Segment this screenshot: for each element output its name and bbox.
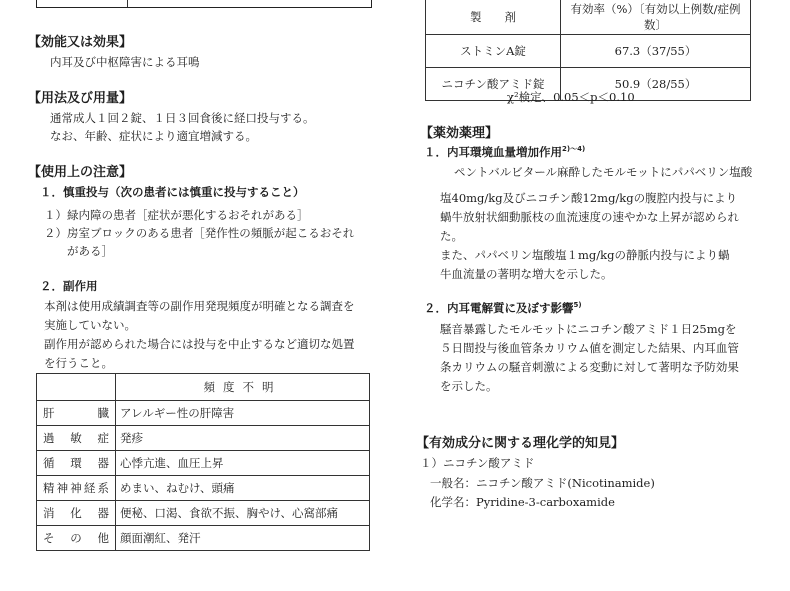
careful-admin-title: １．慎重投与（次の患者には慎重に投与すること） bbox=[40, 185, 305, 199]
pharmacology-text: 塩40mg/kg及びニコチン酸12mg/kgの腹腔内投与により bbox=[440, 191, 738, 205]
side-effects-line: 実施していない。 bbox=[44, 318, 136, 332]
rate-cell: 67.3（37/55） bbox=[561, 35, 751, 68]
statistics-note: χ²検定、0.05＜p＜0.10 bbox=[507, 90, 635, 104]
dosage-heading: 【用法及び用量】 bbox=[28, 91, 133, 106]
top-box-fragment bbox=[36, 0, 372, 8]
pharmacology-text: 条カリウムの騒音刺激による変動に対して著明な予防効果 bbox=[440, 360, 739, 374]
efficacy-rate-table bbox=[425, 0, 751, 101]
pharmacology-section2-title: ２．内耳電解質に及ぼす影響$^{5)}$ bbox=[424, 301, 582, 315]
effect-cell: 顔面潮紅、発汗 bbox=[116, 526, 370, 551]
organ-cell: 過敏症 bbox=[37, 426, 116, 451]
side-effects-table bbox=[36, 373, 370, 551]
frequency-header: 頻度不明 bbox=[116, 374, 370, 401]
efficacy-heading: 【効能又は効果】 bbox=[28, 35, 133, 50]
reference-mark: 5) bbox=[573, 301, 582, 310]
dosage-line: なお、年齢、症状により適宜増減する。 bbox=[50, 129, 257, 143]
general-name: 一般名：ニコチン酸アミド(Nicotinamide) bbox=[430, 476, 655, 490]
formulation-cell: ストミンA錠 bbox=[426, 35, 561, 68]
careful-item: がある］ bbox=[44, 244, 113, 258]
physchem-heading: 【有効成分に関する理化学的知見】 bbox=[416, 436, 625, 451]
careful-item: ２）房室ブロックのある患者［発作性の頻脈が起こるおそれ bbox=[44, 226, 355, 240]
table-row bbox=[37, 476, 370, 501]
rate-cell: 50.9（28/55） bbox=[561, 68, 751, 101]
pharmacology-text: ペントバルビタール麻酔したモルモットにパパベリン塩酸 bbox=[454, 165, 753, 179]
dosage-line: 通常成人１回２錠、１日３回食後に経口投与する。 bbox=[50, 111, 315, 125]
pharmacology-heading: 【薬効薬理】 bbox=[420, 126, 499, 141]
pharmacology-section1-title: １．内耳環境血量増加作用$^{2)\sim 4)}$ bbox=[424, 145, 586, 159]
efficacy-rate-header: 有効率（%）〔有効以上例数/症例数〕 bbox=[561, 0, 751, 35]
side-effects-line: を行うこと。 bbox=[44, 356, 113, 370]
table-row bbox=[37, 451, 370, 476]
table-header-row bbox=[37, 374, 370, 401]
table-row bbox=[37, 426, 370, 451]
table-row bbox=[37, 401, 370, 426]
chemical-name: 化学名：Pyridine-3-carboxamide bbox=[430, 495, 615, 509]
efficacy-text: 内耳及び中枢障害による耳鳴 bbox=[50, 55, 200, 69]
reference-mark: 2)～4) bbox=[562, 145, 586, 154]
organ-cell: 肝臓 bbox=[37, 401, 116, 426]
careful-item: １）緑内障の患者［症状が悪化するおそれがある］ bbox=[44, 208, 309, 222]
formulation-header: 製 剤 bbox=[426, 0, 561, 35]
side-effects-line: 本剤は使用成績調査等の副作用発現頻度が明確となる調査を bbox=[44, 299, 355, 313]
organ-cell: その他 bbox=[37, 526, 116, 551]
effect-cell: 発疹 bbox=[116, 426, 370, 451]
formulation-cell: ニコチン酸アミド錠 bbox=[426, 68, 561, 101]
physchem-item-title: １）ニコチン酸アミド bbox=[420, 456, 535, 470]
table-row bbox=[37, 526, 370, 551]
effect-cell: アレルギー性の肝障害 bbox=[116, 401, 370, 426]
table-row bbox=[426, 35, 751, 68]
pharmacology-text: 騒音暴露したモルモットにニコチン酸アミド１日25mgを bbox=[440, 322, 737, 336]
table-header-row bbox=[426, 0, 751, 35]
pharmacology-text: を示した。 bbox=[440, 379, 498, 393]
pharmacology-text: ５日間投与後血管条カリウム値を測定した結果、内耳血管 bbox=[440, 341, 739, 355]
effect-cell: めまい、ねむけ、頭痛 bbox=[116, 476, 370, 501]
precautions-heading: 【使用上の注意】 bbox=[28, 165, 133, 180]
pharmacology-text: 牛血流量の著明な増大を示した。 bbox=[440, 267, 613, 281]
side-effects-title: ２．副作用 bbox=[40, 279, 98, 293]
organ-cell: 消化器 bbox=[37, 501, 116, 526]
effect-cell: 心悸亢進、血圧上昇 bbox=[116, 451, 370, 476]
table-row bbox=[37, 501, 370, 526]
pharmacology-text: た。 bbox=[440, 229, 463, 243]
organ-cell: 精神神経系 bbox=[37, 476, 116, 501]
pharmacology-text: また、パパベリン塩酸塩１mg/kgの静脈内投与により蝸 bbox=[440, 248, 730, 262]
effect-cell: 便秘、口渇、食欲不振、胸やけ、心窩部痛 bbox=[116, 501, 370, 526]
pharmacology-text: 蝸牛放射状細動脈枝の血流速度の速やかな上昇が認められ bbox=[440, 210, 739, 224]
side-effects-line: 副作用が認められた場合には投与を中止するなど適切な処置 bbox=[44, 337, 355, 351]
organ-cell: 循環器 bbox=[37, 451, 116, 476]
